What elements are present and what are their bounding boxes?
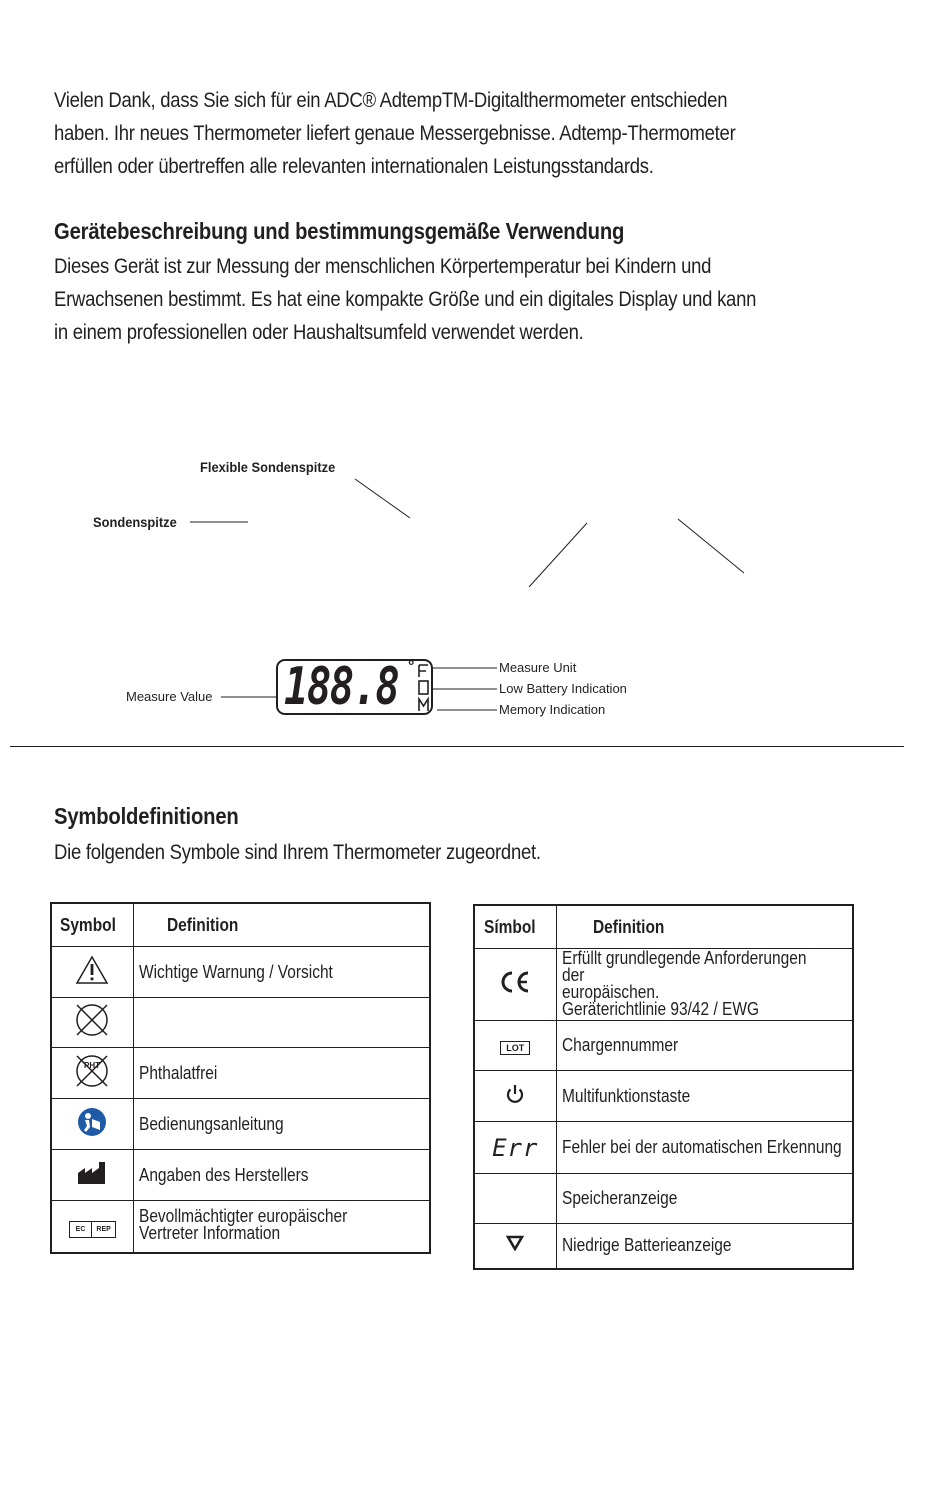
low-battery-label: Low Battery Indication (499, 681, 627, 696)
row-definition: Erfüllt grundlegende Anforderungen der europäischen. Geräterichtlinie 93/42 / EWG (561, 947, 806, 1019)
row-definition: Phthalatfrei (138, 1062, 217, 1083)
lcd-display (276, 659, 433, 715)
lcd-digits: 188.8 (284, 657, 399, 717)
table-row (474, 1224, 853, 1269)
pht-text: PHT (84, 1060, 101, 1070)
intro-paragraph: Vielen Dank, dass Sie sich für ein ADC® AdtempTM-Digitalthermometer entschieden haben. Ihr neues Thermometer liefert genaue Messergebnisse. Adtemp-Thermometer erfüllen oder übertreffen alle relevanten internationalen Leistungsstandards. (54, 88, 736, 178)
table-row (51, 998, 430, 1048)
degree-icon: ° (408, 658, 415, 675)
ec-rep-icon: EC REP (69, 1221, 116, 1238)
col-symbol-header: Símbol (474, 905, 556, 949)
table-row (474, 1122, 853, 1174)
measure-value-label: Measure Value (126, 689, 213, 704)
row-definition: Bevollmächtigter europäischer Vertreter Information (138, 1206, 347, 1244)
measure-unit-label: Measure Unit (499, 660, 577, 675)
table-row (474, 1071, 853, 1122)
col-definition-header: Definition (556, 905, 853, 949)
flexible-tip-label: Flexible Sondenspitze (200, 459, 336, 475)
table-row (51, 1150, 430, 1201)
power-icon (504, 1083, 526, 1105)
phthalate-free-icon (73, 1052, 111, 1090)
lcd-indicators (416, 663, 432, 713)
ce-mark-icon (498, 970, 532, 994)
tip-label: Sondenspitze (93, 514, 177, 530)
table-row (51, 1201, 430, 1253)
symbols-table-left (50, 902, 431, 1254)
col-symbol-header: Symbol (51, 903, 133, 947)
table-row (51, 1099, 430, 1150)
crossed-box-icon (73, 1001, 111, 1039)
lot-icon: LOT (500, 1041, 530, 1055)
row-definition: Angaben des Herstellers (138, 1164, 309, 1185)
description-paragraph: Dieses Gerät ist zur Messung der menschlichen Körpertemperatur bei Kindern und Erwachsenen bestimmt. Es hat eine kompakte Größe und ein digitales Display und kann in einem professionellen oder Haushaltsumfeld verwendet werden. (54, 254, 757, 344)
table-row (51, 1048, 430, 1099)
table-row (474, 1021, 853, 1071)
row-definition: Fehler bei der automatischen Erkennung (561, 1137, 842, 1157)
symbols-table-right (473, 904, 854, 1270)
section-divider (10, 746, 904, 747)
table-row (474, 1174, 853, 1224)
table-header (51, 903, 430, 947)
symbols-heading: Symboldefinitionen (54, 803, 239, 829)
table-row (51, 947, 430, 998)
row-definition: Niedrige Batterieanzeige (561, 1235, 732, 1256)
row-definition: Bedienungsanleitung (138, 1113, 284, 1134)
row-definition: Speicheranzeige (561, 1188, 677, 1208)
table-row (474, 949, 853, 1021)
table-header (474, 905, 853, 949)
description-heading: Gerätebeschreibung und bestimmungsgemäße Verwendung (54, 218, 625, 244)
err-icon: Err (492, 1133, 539, 1162)
col-definition-header: Definition (133, 903, 430, 947)
row-definition: Multifunktionstaste (561, 1085, 690, 1106)
warning-triangle-icon (75, 955, 109, 985)
manufacturer-icon (77, 1161, 107, 1185)
low-battery-icon (506, 1235, 524, 1251)
row-definition: Wichtige Warnung / Vorsicht (138, 961, 333, 982)
instructions-icon (77, 1107, 107, 1137)
symbols-intro: Die folgenden Symbole sind Ihrem Thermometer zugeordnet. (54, 840, 541, 864)
row-definition: Chargennummer (561, 1035, 678, 1055)
memory-label: Memory Indication (499, 702, 606, 717)
